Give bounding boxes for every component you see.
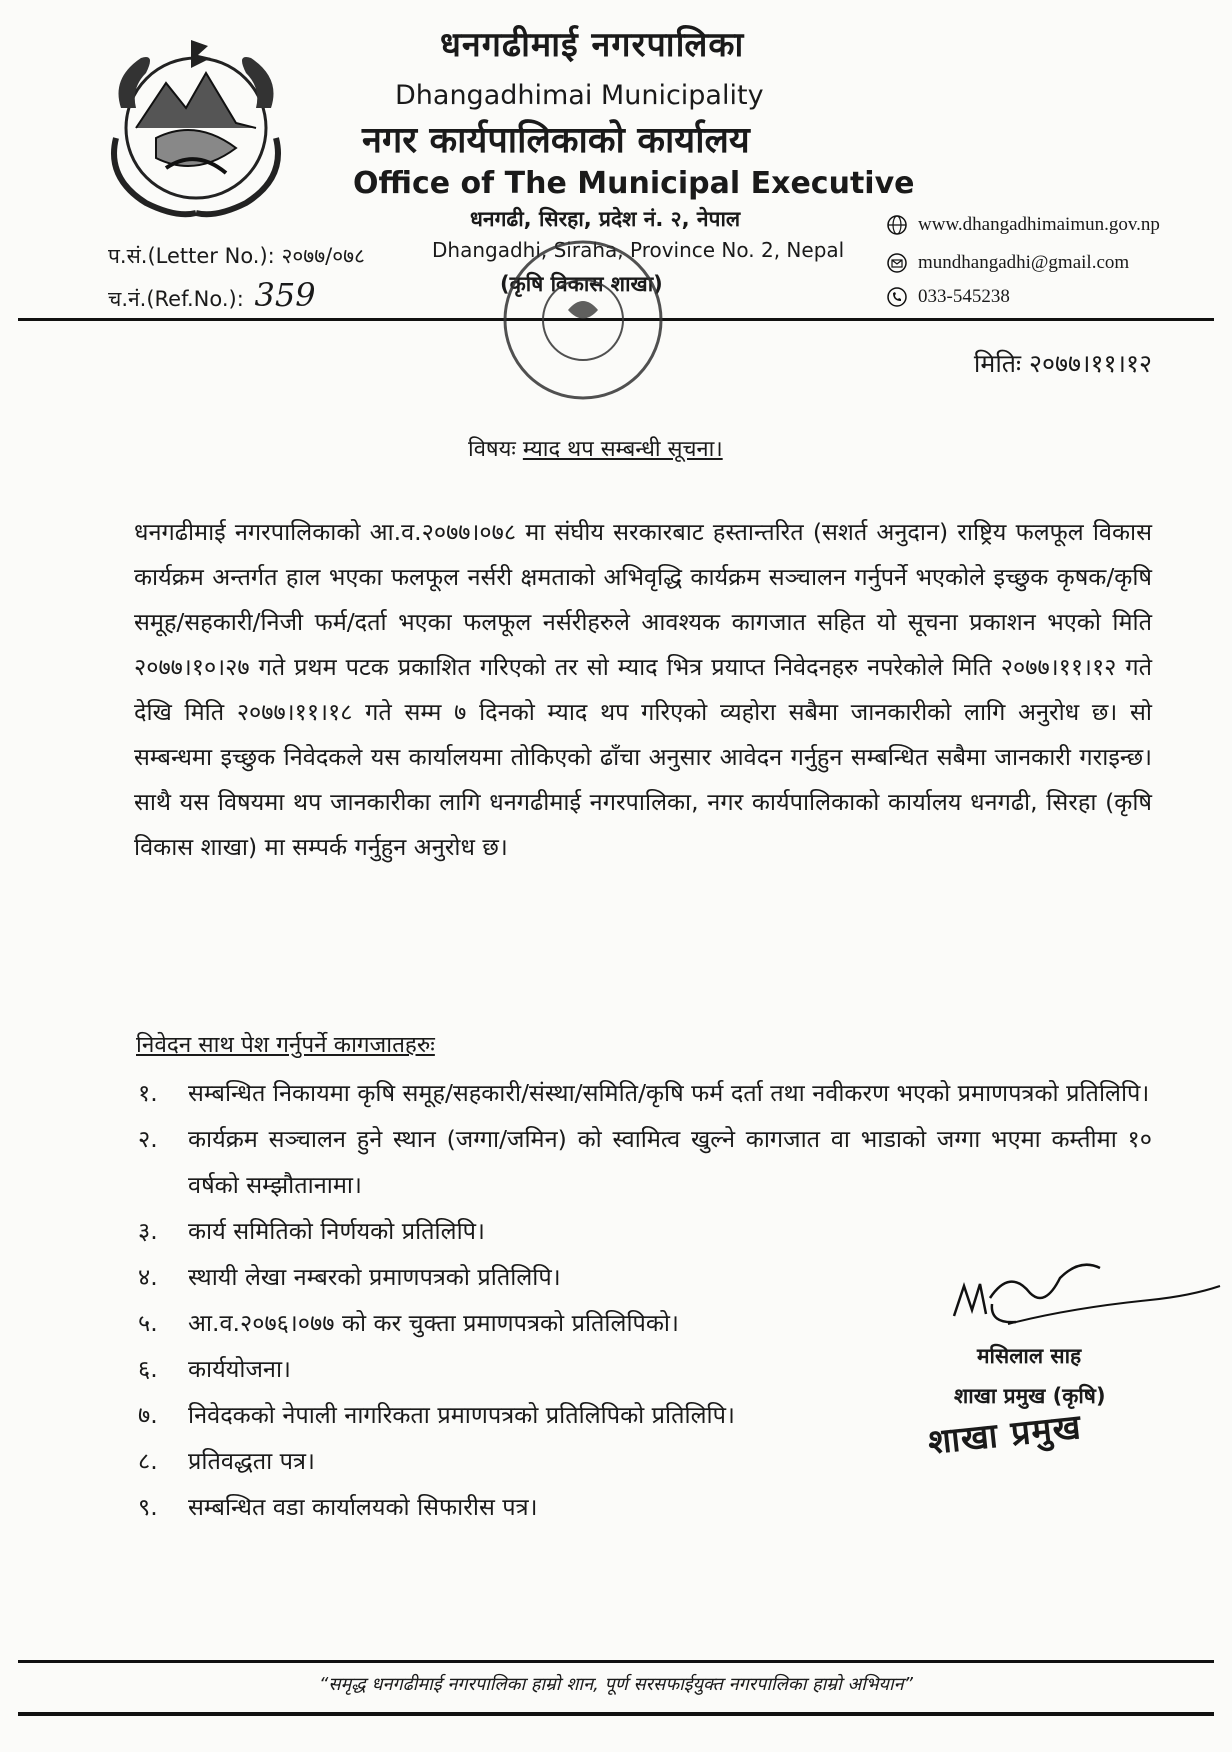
ref-number-value: 359 — [254, 276, 316, 314]
subject-line — [468, 433, 723, 463]
municipality-name-english: Dhangadhimai Municipality — [395, 80, 764, 111]
office-name-nepali: नगर कार्यपालिकाको कार्यालय — [362, 120, 750, 161]
office-seal-stamp — [498, 232, 668, 407]
designation-stamp: शाखा प्रमुख — [926, 1407, 1084, 1463]
document-item: ५. आ.व.२०७६।०७७ को कर चुक्ता प्रमाणपत्रको प्रतिलिपिको। — [138, 1309, 679, 1337]
ref-number-row — [108, 276, 316, 314]
document-item: ६. कार्ययोजना। — [138, 1355, 291, 1383]
municipality-name-nepali: धनगढीमाई नगरपालिका — [440, 25, 745, 65]
subject-text: म्याद थप सम्बन्धी सूचना। — [522, 437, 723, 462]
document-item: ८. प्रतिवद्धता पत्र। — [138, 1447, 315, 1475]
documents-heading: निवेदन साथ पेश गर्नुपर्ने कागजातहरुः — [136, 1032, 435, 1058]
document-item: ४. स्थायी लेखा नम्बरको प्रमाणपत्रको प्रतिलिपि। — [138, 1263, 561, 1291]
address-nepali: धनगढी, सिरहा, प्रदेश नं. २, नेपाल — [470, 207, 741, 231]
document-item: ३. कार्य समितिको निर्णयको प्रतिलिपि। — [138, 1217, 485, 1245]
phone-text: 033-545238 — [918, 286, 1010, 307]
letter-number-label: प.सं.(Letter No.): — [108, 244, 275, 268]
contact-email — [884, 250, 1129, 276]
document-item: ७. निवेदकको नेपाली नागरिकता प्रमाणपत्रको प्रतिलिपिको प्रतिलिपि। — [138, 1401, 735, 1429]
office-name-english: Office of The Municipal Executive — [353, 166, 915, 201]
letter-date: मितिः २०७७।११।१२ — [973, 349, 1152, 378]
emblem-graphic — [96, 28, 296, 228]
address-english: Dhangadhi, Siraha, Province No. 2, Nepal — [432, 238, 845, 262]
mail-icon — [884, 250, 910, 276]
municipality-emblem — [96, 28, 296, 228]
footer-divider-bottom — [18, 1712, 1214, 1716]
footer-divider-top — [18, 1660, 1214, 1663]
subject-label: विषयः — [468, 437, 516, 462]
website-text: www.dhangadhimaimun.gov.np — [918, 214, 1160, 235]
signatory-role: शाखा प्रमुख (कृषि) — [954, 1384, 1106, 1408]
notice-body: धनगढीमाई नगरपालिकाको आ.व.२०७७।०७८ मा संघीय सरकारबाट हस्तान्तरित (सशर्त अनुदान) राष्ट्रिय फलफूल विकास कार्यक्रम अन्तर्गत हाल भएका फलफूल नर्सरी क्षमताको अभिवृद्धि कार्यक्रम सञ्चालन गर्नुपर्ने भएकोले इच्छुक कृषक/कृषि समूह/सहकारी/निजी फर्म/दर्ता भएका फलफूल नर्सरीहरुले आवश्यक कागजात सहित यो सूचना प्रकाशन भएको मिति २०७७।१०।२७ गते प्रथम पटक प्रकाशित गरिएको तर सो म्याद भित्र प्रयाप्त निवेदनहरु नपरेकोले मिति २०७७।११।१२ गते देखि मिति २०७७।११।१८ गते सम्म ७ दिनको म्याद थप गरिएको व्यहोरा सबैमा जानकारीको लागि अनुरोध छ। सो सम्बन्धमा इच्छुक निवेदकले यस कार्यालयमा तोकिएको ढाँचा अनुसार आवेदन गर्नुहुन सम्बन्धित सबैमा जानकारी गराइन्छ। साथै यस विषयमा थप जानकारीका लागि धनगढीमाई नगरपालिका, नगर कार्यपालिकाको कार्यालय धनगढी, सिरहा (कृषि विकास शाखा) मा सम्पर्क गर्नुहुन अनुरोध छ। — [134, 518, 1152, 861]
contact-website — [884, 212, 1160, 238]
signatory-name: मसिलाल साह — [977, 1344, 1082, 1368]
document-item: ९. सम्बन्धित वडा कार्यालयको सिफारीस पत्र। — [138, 1493, 538, 1521]
handwritten-signature — [950, 1238, 1230, 1338]
contact-phone — [884, 284, 1010, 310]
document-item: १. सम्बन्धित निकायमा कृषि समूह/सहकारी/संस्था/समिति/कृषि फर्म दर्ता तथा नवीकरण भएको प्रमाणपत्रको प्रतिलिपि। — [138, 1079, 1150, 1107]
email-text: mundhangadhi@gmail.com — [918, 252, 1130, 273]
ref-number-label: च.नं.(Ref.No.): — [108, 287, 244, 311]
letter-number-row — [108, 242, 365, 270]
phone-icon — [884, 284, 910, 310]
footer-slogan: “समृद्ध धनगढीमाई नगरपालिका हाम्रो शान, पूर्ण सरसफाईयुक्त नगरपालिका हाम्रो अभियान” — [319, 1674, 913, 1695]
section-name: (कृषि विकास शाखा) — [500, 272, 663, 296]
globe-icon — [884, 212, 910, 238]
letter-number-value: २०७७/०७८ — [281, 244, 365, 268]
document-item: २. कार्यक्रम सञ्चालन हुने स्थान (जग्गा/जमिन) को स्वामित्व खुल्ने कागजात वा भाडाको जग्गा भएमा कम्तीमा १० वर्षको सम्झौतानामा। — [138, 1125, 1152, 1199]
